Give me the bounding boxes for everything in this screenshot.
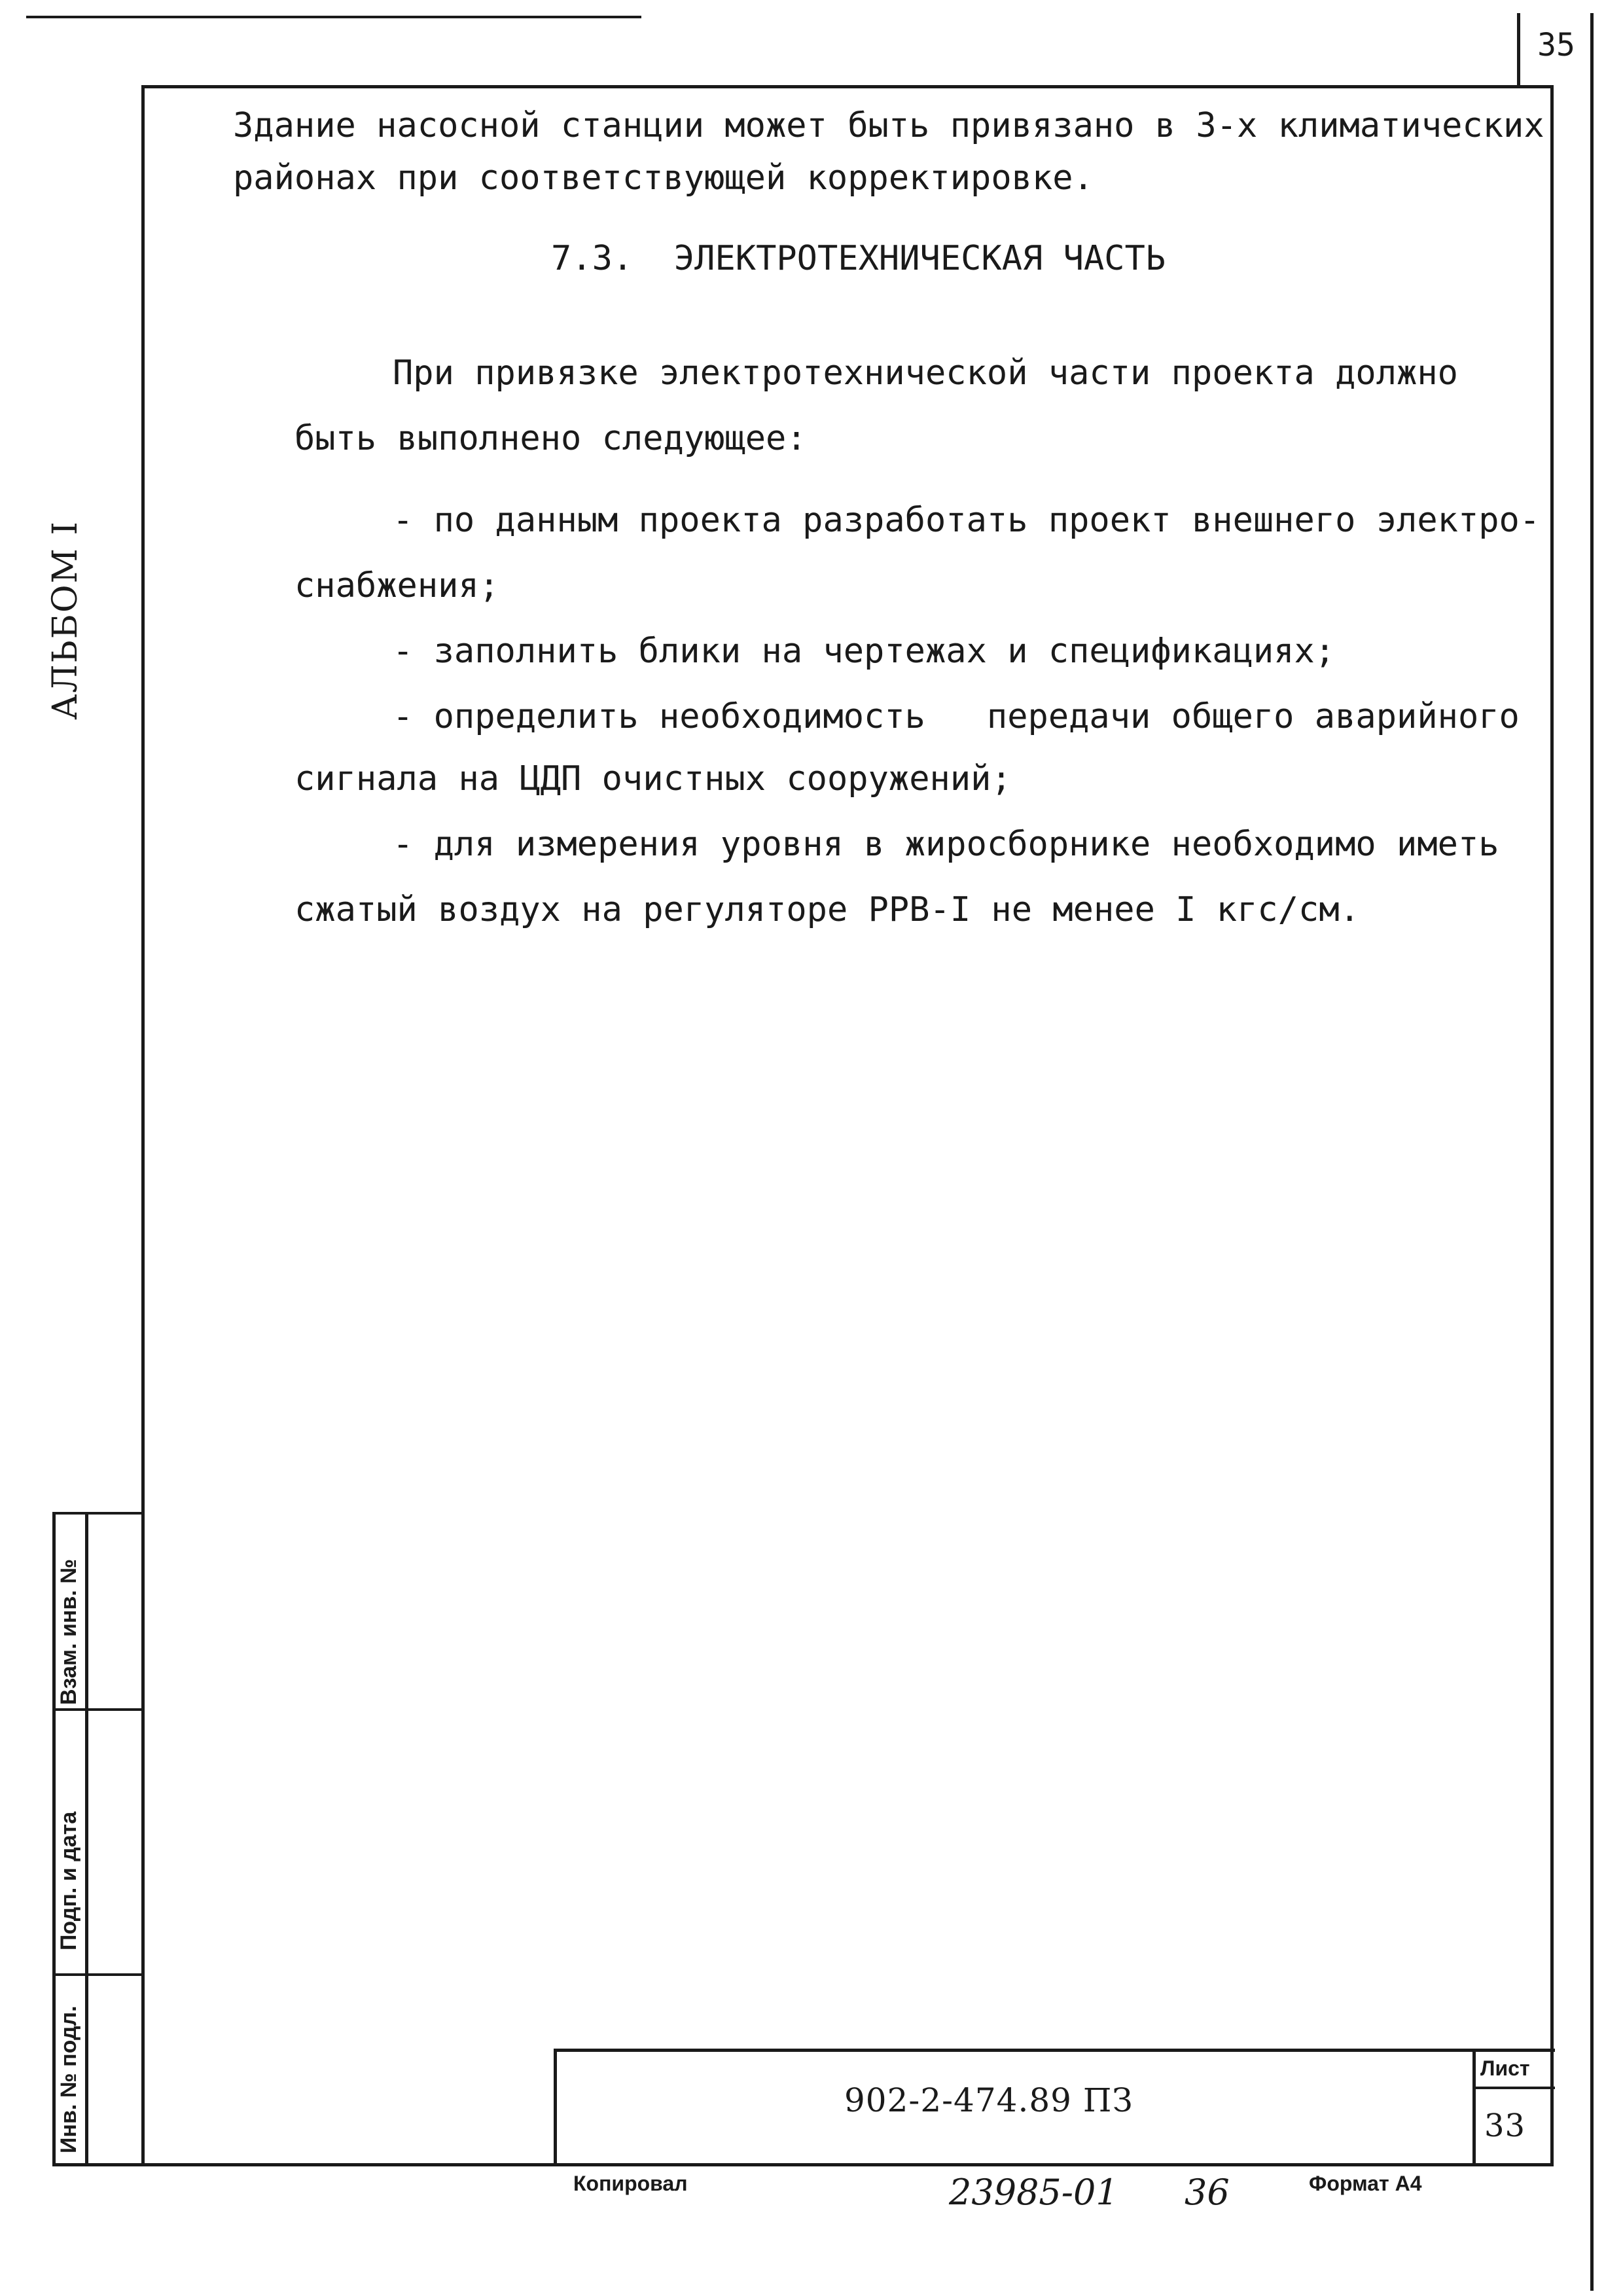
item-3-line-2: сигнала на ЦДП очистных сооружений;: [294, 759, 1012, 798]
title-block-sheet-divider: [1472, 2049, 1476, 2166]
item-3-line-1: - определить необходимость передачи общего аварийного: [393, 697, 1520, 736]
title-block-left: [554, 2049, 557, 2166]
copied-by-label: Копировал: [573, 2172, 688, 2195]
page-number-box-right: [1590, 13, 1594, 85]
section-heading: 7.3. ЭЛЕКТРОТЕХНИЧЕСКАЯ ЧАСТЬ: [551, 239, 1166, 278]
stamp-divider-mid2: [52, 1973, 144, 1976]
stamp-divider-bottom: [52, 2163, 144, 2166]
stamp-inv-replace-label: Взам. инв. №: [56, 1558, 81, 1705]
item-2-line-1: - заполнить блики на чертежах и спецификациях;: [393, 632, 1336, 671]
sheet-value: 33: [1484, 2108, 1526, 2144]
page-number-box-left: [1517, 13, 1520, 85]
stamp-inv-original-label: Инв. № подл.: [56, 2005, 81, 2153]
order-number: 23985-01: [949, 2172, 1118, 2213]
paragraph-1-line-2: быть выполнено следующее:: [294, 419, 807, 458]
stamp-divider-mid1: [52, 1708, 144, 1711]
document-page: 35 АЛЬБОМ I Здание насосной станции может быть привязано в 3-х климатических районах при соответствующей корректировке. 7.3. ЭЛЕКТРОТЕХНИЧЕСКАЯ ЧАСТЬ При привязке электротехнической части проекта должно быть выполнено следующее: - по данным проекта разработать проект внешнего электро- снабжения; - заполнить блики на чертежах и спецификациях; - определить необходимость передачи общего аварийного сигнала на ЦДП очистных сооружений; - для измерения уровня в жиросборнике необходимо иметь сжатый воздух на регуляторе РРВ-I не менее I кгс/см. Взам. инв. № Подп. и дата Инв. № подл. 902-2-474.89 ПЗ Лист 33 Копировал 23985-01 36 Формат А4: [0, 0, 1623, 2296]
item-4-line-2: сжатый воздух на регуляторе РРВ-I не менее I кгс/см.: [294, 890, 1360, 929]
stamp-signature-date-label: Подп. и дата: [56, 1811, 81, 1950]
stamp-inner-rule: [85, 1512, 88, 2166]
stamp-outer-rule: [52, 1512, 56, 2166]
item-4-line-1: - для измерения уровня в жиросборнике необходимо иметь: [393, 825, 1499, 864]
item-1-line-2: снабжения;: [294, 566, 500, 605]
item-1-line-1: - по данным проекта разработать проект внешнего электро-: [393, 501, 1541, 540]
paragraph-1-line-1: При привязке электротехнической части проекта должно: [393, 353, 1458, 393]
intro-line-2: районах при соответствующей корректировке.: [233, 158, 1094, 198]
intro-line-1: Здание насосной станции может быть привязано в 3-х климатических: [233, 106, 1544, 145]
sheet-label: Лист: [1480, 2056, 1530, 2080]
page-handwritten: 36: [1185, 2172, 1230, 2213]
document-designation: 902-2-474.89 ПЗ: [844, 2081, 1133, 2119]
stamp-divider-top: [52, 1512, 144, 1515]
title-block-sheet-label-rule: [1472, 2087, 1555, 2089]
page-number: 35: [1537, 27, 1575, 63]
right-margin-rule: [1590, 85, 1594, 2291]
top-rule: [26, 16, 641, 18]
title-block-top: [554, 2049, 1555, 2052]
format-label: Формат А4: [1309, 2172, 1422, 2195]
